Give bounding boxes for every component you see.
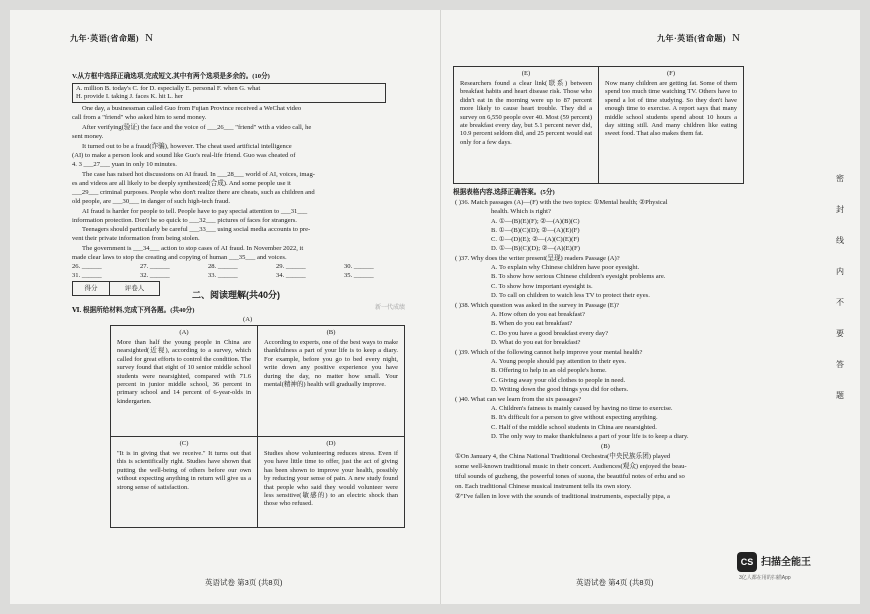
score-box	[72, 281, 160, 296]
camscanner-tagline: 3亿人都在用的扫描App	[739, 575, 791, 581]
option-36a[interactable]: A. ①—(B)(E)(F); ②—(A)(B)(C)	[491, 218, 580, 225]
option-40b[interactable]: B. It's difficult for a person to give without expecting anything.	[491, 414, 658, 421]
passage-text: Researchers found a clear link(联系) between breakfast habits and heart disease risk. Those who didn't eat in the morning were up to 87 percent more likely to cause heart trouble. They did a survey on 6,550 people over 40. Most (59 percent) ate breakfast every day, but 5.1 percent never did, 10.9 percent seldom did, and 25 percent would eat only for a few days.	[460, 80, 592, 146]
passage-text: More than half the young people in China are nearsighted(近视), according to a survey, which called for great efforts to control the condition. The survey found that eight of 10 senior middle school students were nearsighted, compared with 71.6 percent in junior middle school, 36 percent in primary school and 14 percent of 6-year-olds in kindergarten.	[117, 339, 251, 405]
option-39b[interactable]: B. Offering to help in an old people's home.	[491, 367, 607, 374]
camscanner-logo-icon: CS	[737, 552, 757, 572]
page-4	[440, 10, 860, 604]
passage-label: (D)	[326, 440, 336, 447]
question-39: ( )39. Which of the following cannot help improve your mental health?	[455, 349, 643, 356]
option-39c[interactable]: C. Giving away your old clothes to people in need.	[491, 377, 626, 384]
answer-blank[interactable]: 35. ______	[344, 272, 374, 279]
option-38d[interactable]: D. What do you eat for breakfast?	[491, 339, 581, 346]
question-40: ( )40. What can we learn from the six passages?	[455, 396, 582, 403]
answer-blank[interactable]: 34. ______	[276, 272, 306, 279]
seal-line-char: 答	[836, 360, 844, 369]
passage-text: Studies show volunteering reduces stress. Even if you have little time to offer, just the act of giving has been shown to improve your health, possibly by reducing your sense of pain. A new study found that people who said they would volunteer were less sensitive(敏感的) to an electric shock than those who refused.	[264, 450, 398, 508]
answer-blank[interactable]: 30. ______	[344, 263, 374, 270]
passage-text: "It is in giving that we receive." It turns out that this is scientifically right. Studies have shown that putting the well-being of others before our own without expecting anything in return will give us a strong sense of satisfaction.	[117, 450, 251, 491]
passage-group-label: (A)	[243, 316, 253, 323]
option-36d[interactable]: D. ①—(B)(C)(D); ②—(A)(E)(F)	[491, 245, 580, 252]
passage-c	[110, 436, 258, 528]
cloze-line: call from a "friend" who asked him to send money.	[72, 114, 207, 121]
cloze-line: Teenagers should particularly be careful ___33___ using social media accounts to pre-	[82, 226, 311, 233]
question-37: ( )37. Why does the writer present(呈现) readers Passage (A)?	[455, 255, 620, 262]
cloze-line: sent money.	[72, 133, 104, 140]
cloze-line: The government is ___34___ action to stop cases of AI fraud. In November 2022, it	[82, 245, 304, 252]
option-40c[interactable]: C. Half of the middle school students in China are nearsighted.	[491, 424, 657, 431]
score-label: 得分	[73, 282, 110, 295]
seal-line-char: 题	[836, 391, 844, 400]
question-line: health. Which is right?	[491, 208, 551, 215]
page-header: 九年·英语(省命题) N	[657, 32, 741, 44]
option-36c[interactable]: C. ①—(D)(E); ②—(A)(C)(E)(F)	[491, 236, 580, 243]
answer-blank[interactable]: 27. ______	[140, 263, 170, 270]
section-b-line: ①On January 4, the China National Traditional Orchestra(中央民族乐团) played	[455, 453, 671, 460]
cloze-line: ___29___ criminal purposes. People who don't realize there are cheats, such as children and	[72, 189, 315, 196]
answer-blank[interactable]: 28. ______	[208, 263, 238, 270]
watermark-stamp: 新一代成绩	[375, 305, 406, 311]
section5-title: V.从方框中选择正确选项,完成短文,其中有两个选项是多余的。(10分)	[72, 73, 270, 80]
cloze-line: made clear laws to stop the creating and copying of human ___35___ and voices.	[72, 254, 287, 261]
cloze-line: After verifying(验证) the face and the voice of ___26___ "friend" with a video call, he	[82, 124, 312, 131]
cloze-line: The case has raised hot discussions on AI fraud. In ___28___ world of AI, voices, imag-	[82, 171, 315, 178]
word-bank-row: A. million B. today's C. for D. especially E. personal F. when G. what	[76, 85, 261, 92]
page-3	[10, 10, 440, 604]
passage-label: (E)	[521, 70, 531, 77]
cloze-line: es and videos are all likely to be deeply synthesized(合成). And some people use it	[72, 180, 291, 187]
passage-label: (C)	[179, 440, 189, 447]
task-instruction: 根据表格内容,选择正确答案。(5分)	[453, 189, 555, 196]
cloze-line: It turned out to be a fraud(诈骗), however. The cheat used artificial intelligence	[82, 143, 292, 150]
passage-f	[598, 66, 744, 184]
option-37d[interactable]: D. To call on children to watch less TV to protect their eyes.	[491, 292, 650, 299]
passage-label: (B)	[326, 329, 336, 336]
cloze-line: (AI) to make a person look and sound like Guo's real-life friend. Guo was cheated of	[72, 152, 296, 159]
seal-line-char: 密	[836, 174, 844, 183]
exam-sheet	[10, 10, 860, 604]
answer-blank[interactable]: 26. ______	[72, 263, 102, 270]
question-38: ( )38. Which question was asked in the survey in Passage (E)?	[455, 302, 619, 309]
option-38b[interactable]: B. When do you eat breakfast?	[491, 320, 573, 327]
option-39d[interactable]: D. Writing down the good things you did for others.	[491, 386, 629, 393]
passage-b	[257, 325, 405, 437]
cloze-line: old people, are ___30___ in danger of such high-tech fraud.	[72, 198, 231, 205]
camscanner-name: 扫描全能王	[761, 557, 811, 568]
passage-text: According to experts, one of the best ways to make thankfulness a part of your life is to keep a diary. For example, before you go to bed every night, write down any positive experience you have during the day, no matter how small. Your mental(精神的) health will gradually improve.	[264, 339, 398, 389]
option-37a[interactable]: A. To explain why Chinese children have poor eyesight.	[491, 264, 640, 271]
word-bank-row: H. provide I. taking J. faces K. hit L. her	[76, 93, 183, 100]
section-b-line: some well-known traditional music in their concert. Audiences(观众) enjoyed the beau-	[455, 463, 687, 470]
section-b-line: ②"I've fallen in love with the sounds of traditional instruments, especially pipa, a	[455, 493, 670, 500]
option-38a[interactable]: A. How often do you eat breakfast?	[491, 311, 585, 318]
passage-label: (F)	[666, 70, 676, 77]
answer-blank[interactable]: 29. ______	[276, 263, 306, 270]
question-36: ( )36. Match passages (A)—(F) with the two topics: ①Mental health; ②Physical	[455, 199, 668, 206]
option-39a[interactable]: A. Young people should pay attention to their eyes.	[491, 358, 626, 365]
section-b-label: (B)	[601, 443, 610, 450]
passage-d	[257, 436, 405, 528]
section-b-line: on. Each traditional Chinese musical instrument tells its own story.	[455, 483, 632, 490]
cloze-line: information protection. Don't be so quick to ___32___ pictures of faces for strangers.	[72, 217, 297, 224]
part2-subtitle: Ⅵ. 根据所给材料,完成下列各题。(共40分)	[72, 307, 195, 314]
cloze-line: 4. 3 ___27___ yuan in only 10 minutes.	[72, 161, 177, 168]
passage-e	[453, 66, 599, 184]
passage-text: Now many children are getting fat. Some of them spend too much time watching TV. Others have to spend a lot of time studying. So they don't have enough time to exercise. A report says that many middle school students spend about 10 hours a day sitting still. And many children like eating sweet food. That also makes them fat.	[605, 80, 737, 138]
cloze-line: One day, a businessman called Guo from Fujian Province received a WeChat video	[82, 105, 302, 112]
passage-label: (A)	[179, 329, 189, 336]
seal-line-char: 封	[836, 205, 844, 214]
option-37c[interactable]: C. To show how important eyesight is.	[491, 283, 593, 290]
seal-line-char: 线	[836, 236, 844, 245]
cloze-line: AI fraud is harder for people to tell. People have to pay special attention to ___31___	[82, 208, 308, 215]
option-38c[interactable]: C. Do you have a good breakfast every day?	[491, 330, 608, 337]
cloze-line: vent their private information from being stolen.	[72, 235, 200, 242]
camscanner-watermark	[737, 552, 847, 586]
part2-title: 二、阅读理解(共40分)	[192, 290, 281, 300]
seal-line-char: 要	[836, 329, 844, 338]
option-40a[interactable]: A. Children's fatness is mainly caused by having no time to exercise.	[491, 405, 673, 412]
scorer-label: 评卷人	[124, 285, 145, 292]
answer-blank[interactable]: 31. ______	[72, 272, 102, 279]
seal-line-char: 内	[836, 267, 844, 276]
page-footer: 英语试卷 第3页 (共8页)	[205, 578, 283, 587]
option-37b[interactable]: B. To show how serious Chinese children's eyesight problems are.	[491, 273, 666, 280]
option-40d[interactable]: D. The only way to make thankfulness a part of your life is to keep a diary.	[491, 433, 689, 440]
seal-line-char: 不	[836, 298, 844, 307]
answer-blank[interactable]: 33. ______	[208, 272, 238, 279]
option-36b[interactable]: B. ①—(B)(C)(D); ②—(A)(E)(F)	[491, 227, 580, 234]
page-header: 九年·英语(省命题) N	[70, 32, 154, 44]
word-bank-box	[72, 83, 386, 103]
section-b-line: tiful sounds of guzheng, the powerful tones of suona, the beautiful notes of erhu and so	[455, 473, 685, 480]
passage-a	[110, 325, 258, 437]
page-footer: 英语试卷 第4页 (共8页)	[576, 578, 654, 587]
answer-blank[interactable]: 32. ______	[140, 272, 170, 279]
